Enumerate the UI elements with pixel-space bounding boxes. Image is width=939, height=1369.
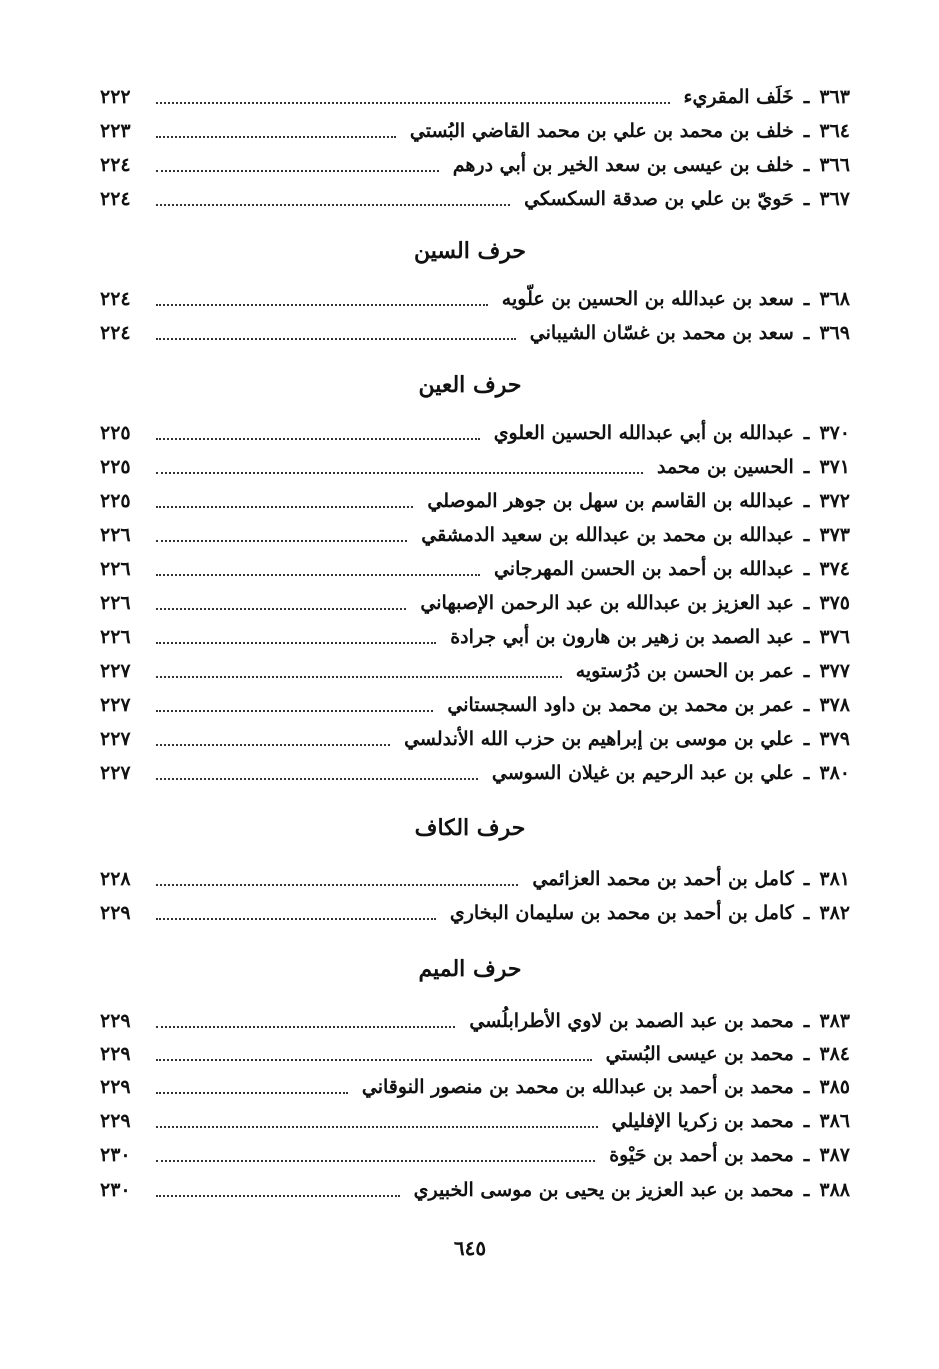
entry-number: ٣٧٣: [819, 524, 850, 546]
dot-leader: [156, 1195, 400, 1197]
entry-page-number: ٢٢٩: [100, 1110, 131, 1132]
entry-page-number: ٢٢٤: [100, 288, 131, 310]
entry-page-number: ٢٢٦: [100, 592, 131, 614]
entry-page-number: ٢٢٦: [100, 524, 131, 546]
index-entry: [100, 316, 850, 350]
entry-page-number: ٢٢٩: [100, 1010, 131, 1032]
entry-number: ٣٨٦: [819, 1110, 850, 1132]
entry-number: ٣٧٥: [819, 592, 850, 614]
dot-leader: [156, 642, 436, 644]
entry-name: عبد العزيز بن عبدالله بن عبد الرحمن الإصبهاني: [420, 592, 794, 614]
section-heading-meem: حرف الميم: [418, 956, 522, 982]
dot-leader: [156, 1126, 598, 1128]
entry-number: ٣٦٣: [819, 86, 850, 108]
entry-page-number: ٢٢٨: [100, 868, 131, 890]
entry-name: عبدالله بن القاسم بن سهل بن جوهر الموصلي: [427, 490, 794, 512]
entry-page-number: ٢٢٧: [100, 762, 131, 784]
entry-dash: ـ: [803, 322, 810, 344]
entry-name: عمر بن الحسن بن دُرُستويه: [575, 660, 794, 682]
entry-dash: ـ: [803, 762, 810, 784]
index-entry: [100, 484, 850, 518]
index-entry: [100, 654, 850, 688]
entry-dash: ـ: [803, 626, 810, 648]
entry-page-number: ٢٢٧: [100, 694, 131, 716]
entry-name: كامل بن أحمد بن محمد بن سليمان البخاري: [449, 902, 794, 924]
entry-page-number: ٢٢٢: [100, 86, 131, 108]
entry-number: ٣٧٧: [819, 660, 850, 682]
entry-dash: ـ: [803, 1076, 810, 1098]
entry-dash: ـ: [803, 154, 810, 176]
entry-name: كامل بن أحمد بن محمد العزائمي: [532, 868, 794, 890]
index-entry: [100, 862, 850, 896]
entry-name: خلف بن محمد بن علي بن محمد القاضي البُستي: [409, 120, 794, 142]
index-entry: [100, 450, 850, 484]
index-entry: [100, 1104, 850, 1138]
entry-name: حَويّ بن علي بن صدقة السكسكي: [524, 188, 794, 210]
dot-leader: [156, 574, 480, 576]
entry-dash: ـ: [803, 1043, 810, 1065]
index-entry: [100, 148, 850, 182]
entry-dash: ـ: [803, 868, 810, 890]
entry-number: ٣٧١: [819, 456, 850, 478]
entry-page-number: ٢٢٩: [100, 1076, 131, 1098]
dot-leader: [156, 136, 396, 138]
entry-dash: ـ: [803, 1010, 810, 1032]
entry-dash: ـ: [803, 86, 810, 108]
entry-number: ٣٨٣: [819, 1010, 850, 1032]
entry-name: عبدالله بن أحمد بن الحسن المهرجاني: [493, 558, 794, 580]
dot-leader: [156, 778, 478, 780]
entry-number: ٣٦٩: [819, 322, 850, 344]
entry-number: ٣٧٩: [819, 728, 850, 750]
entry-dash: ـ: [803, 1110, 810, 1132]
entry-number: ٣٨٧: [819, 1144, 850, 1166]
entry-page-number: ٢٢٥: [100, 422, 131, 444]
entry-page-number: ٢٣٠: [100, 1144, 131, 1166]
dot-leader: [156, 744, 390, 746]
entry-number: ٣٨٠: [819, 762, 850, 784]
entry-name: علي بن موسى بن إبراهيم بن حزب الله الأندلسي: [404, 728, 794, 750]
entry-dash: ـ: [803, 288, 810, 310]
index-entry: [100, 518, 850, 552]
entry-page-number: ٢٢٧: [100, 660, 131, 682]
entry-page-number: ٢٢٤: [100, 188, 131, 210]
entry-page-number: ٢٢٣: [100, 120, 131, 142]
entry-name: الحسين بن محمد: [656, 456, 794, 478]
entry-name: عبدالله بن محمد بن عبدالله بن سعيد الدمشقي: [421, 524, 794, 546]
entry-name: سعد بن محمد بن غسّان الشيباني: [529, 322, 794, 344]
dot-leader: [156, 884, 518, 886]
section-heading-ain: حرف العين: [418, 372, 522, 398]
entry-dash: ـ: [803, 456, 810, 478]
entry-page-number: ٢٢٤: [100, 154, 131, 176]
entry-page-number: ٢٢٥: [100, 456, 131, 478]
entry-number: ٣٨١: [819, 868, 850, 890]
entry-name: محمد بن عبد الصمد بن لاوي الأطرابلُسي: [469, 1010, 794, 1032]
entry-number: ٣٧٤: [819, 558, 850, 580]
entry-number: ٣٨٤: [819, 1043, 850, 1065]
entry-name: خلف بن عيسى بن سعد الخير بن أبي درهم: [452, 154, 794, 176]
entry-number: ٣٧٠: [819, 422, 850, 444]
dot-leader: [156, 204, 510, 206]
entry-number: ٣٧٢: [819, 490, 850, 512]
entry-name: عبد الصمد بن زهير بن هارون بن أبي جرادة: [450, 626, 794, 648]
entry-number: ٣٨٨: [819, 1179, 850, 1201]
dot-leader: [156, 1026, 455, 1028]
entry-name: محمد بن عبد العزيز بن يحيى بن موسى الخبيري: [413, 1179, 794, 1201]
section-heading-kaf: حرف الكاف: [414, 815, 526, 841]
dot-leader: [156, 710, 433, 712]
entry-number: ٣٨٢: [819, 902, 850, 924]
index-entry: [100, 182, 850, 216]
index-entry: [100, 896, 850, 930]
entry-page-number: ٢٢٦: [100, 626, 131, 648]
section-heading-seen: حرف السين: [413, 238, 527, 264]
entry-dash: ـ: [803, 558, 810, 580]
entry-number: ٣٧٨: [819, 694, 850, 716]
entry-number: ٣٧٦: [819, 626, 850, 648]
entry-name: محمد بن أحمد بن حَيْوة: [609, 1144, 794, 1166]
entry-dash: ـ: [803, 592, 810, 614]
dot-leader: [156, 170, 439, 172]
index-entry: [100, 282, 850, 316]
index-entry: [100, 688, 850, 722]
index-entry: [100, 80, 850, 114]
entry-name: محمد بن أحمد بن عبدالله بن محمد بن منصور النوقاني: [361, 1076, 794, 1098]
entry-name: محمد بن زكريا الإفليلي: [611, 1110, 794, 1132]
index-entry: [100, 552, 850, 586]
dot-leader: [156, 676, 562, 678]
dot-leader: [156, 918, 436, 920]
entry-dash: ـ: [803, 694, 810, 716]
dot-leader: [156, 1160, 595, 1162]
entry-page-number: ٢٣٠: [100, 1179, 131, 1201]
index-entry: [100, 620, 850, 654]
entry-page-number: ٢٢٩: [100, 1043, 131, 1065]
index-entry: [100, 1070, 850, 1104]
entry-page-number: ٢٢٧: [100, 728, 131, 750]
entry-dash: ـ: [803, 1179, 810, 1201]
index-entry: [100, 586, 850, 620]
dot-leader: [156, 540, 407, 542]
dot-leader: [156, 506, 413, 508]
index-entry: [100, 114, 850, 148]
entry-dash: ـ: [803, 660, 810, 682]
dot-leader: [156, 438, 480, 440]
index-entry: [100, 722, 850, 756]
entry-page-number: ٢٢٦: [100, 558, 131, 580]
index-entry: [100, 416, 850, 450]
entry-number: ٣٦٤: [819, 120, 850, 142]
dot-leader: [156, 338, 516, 340]
entry-name: علي بن عبد الرحيم بن غيلان السوسي: [491, 762, 794, 784]
entry-name: خَلَف المقريء: [683, 86, 794, 108]
entry-page-number: ٢٢٩: [100, 902, 131, 924]
dot-leader: [156, 608, 406, 610]
dot-leader: [156, 1059, 592, 1061]
entry-dash: ـ: [803, 902, 810, 924]
entry-page-number: ٢٢٥: [100, 490, 131, 512]
index-entry: [100, 1004, 850, 1038]
entry-name: سعد بن عبدالله بن الحسين بن علّويه: [501, 288, 794, 310]
index-entry: [100, 756, 850, 790]
entry-name: محمد بن عيسى البُستي: [605, 1043, 794, 1065]
dot-leader: [156, 472, 643, 474]
index-entry: [100, 1037, 850, 1071]
entry-name: عمر بن محمد بن محمد بن داود السجستاني: [447, 694, 794, 716]
entry-dash: ـ: [803, 524, 810, 546]
entry-dash: ـ: [803, 188, 810, 210]
entry-number: ٣٨٥: [819, 1076, 850, 1098]
entry-number: ٣٦٧: [819, 188, 850, 210]
dot-leader: [156, 304, 488, 306]
entry-dash: ـ: [803, 422, 810, 444]
entry-name: عبدالله بن أبي عبدالله الحسين العلوي: [493, 422, 794, 444]
dot-leader: [156, 1092, 348, 1094]
entry-number: ٣٦٨: [819, 288, 850, 310]
page-number: ٦٤٥: [453, 1236, 487, 1260]
index-entry: [100, 1173, 850, 1207]
entry-dash: ـ: [803, 490, 810, 512]
dot-leader: [156, 102, 670, 104]
entry-dash: ـ: [803, 1144, 810, 1166]
entry-page-number: ٢٢٤: [100, 322, 131, 344]
entry-dash: ـ: [803, 120, 810, 142]
entry-dash: ـ: [803, 728, 810, 750]
entry-number: ٣٦٦: [819, 154, 850, 176]
index-entry: [100, 1138, 850, 1172]
